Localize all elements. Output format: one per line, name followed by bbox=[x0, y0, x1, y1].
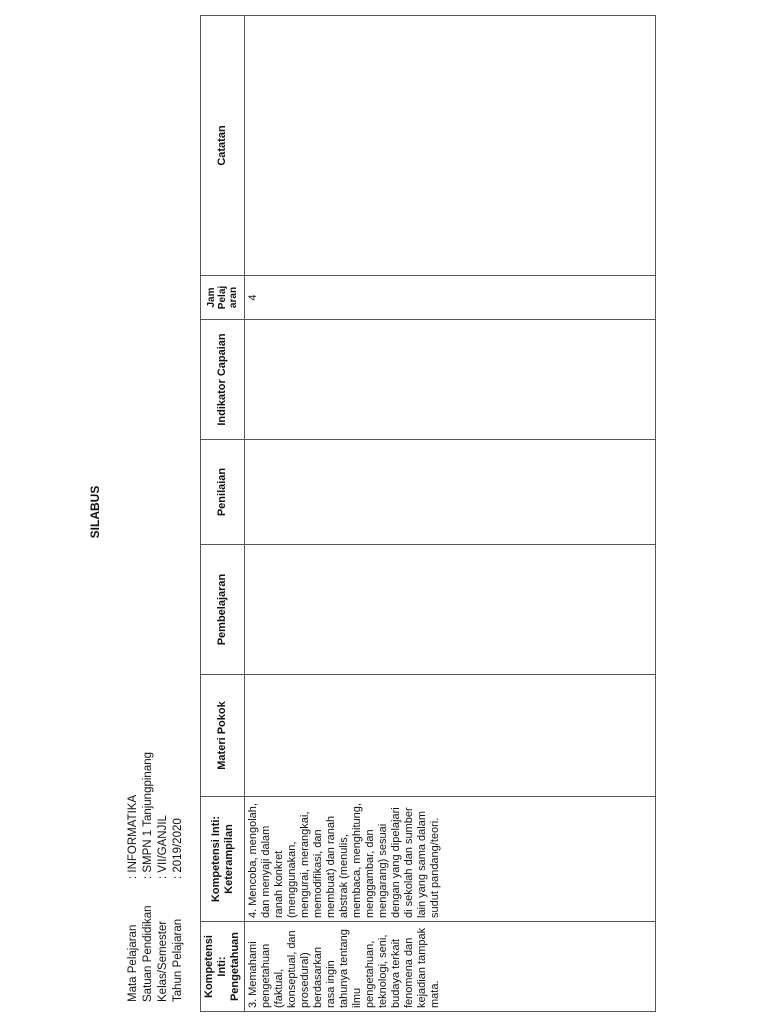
table-header-row bbox=[201, 16, 245, 1012]
meta-value: : SMPN 1 Tanjungpinang bbox=[142, 751, 154, 879]
cell-pembelajaran bbox=[245, 545, 656, 675]
header-catatan: Catatan bbox=[201, 16, 245, 276]
header-indikator-capaian: Indikator Capaian bbox=[201, 320, 245, 440]
header-ki-pengetahuan: Kompetensi Inti: Pengetahuan bbox=[201, 922, 245, 1012]
cell-indikator-capaian bbox=[245, 320, 656, 440]
meta-row-mata-pelajaran bbox=[126, 752, 141, 1002]
table-row bbox=[245, 16, 656, 1012]
header-ki-keterampilan: Kompetensi Inti: Keterampilan bbox=[201, 797, 245, 922]
meta-row-satuan-pendidikan bbox=[141, 752, 156, 1002]
meta-label: Kelas/Semester bbox=[157, 920, 169, 1002]
document-meta bbox=[126, 752, 186, 1002]
meta-label: Satuan Pendidikan bbox=[142, 905, 154, 1002]
header-pembelajaran: Pembelajaran bbox=[201, 545, 245, 675]
header-penilaian: Penilaian bbox=[201, 440, 245, 545]
header-jam-pelajaran: Jam Pelaj aran bbox=[201, 276, 245, 320]
silabus-table bbox=[200, 15, 656, 1012]
meta-label: Tahun Pelajaran bbox=[172, 918, 184, 1002]
header-materi-pokok: Materi Pokok bbox=[201, 675, 245, 797]
meta-row-tahun-pelajaran bbox=[171, 752, 186, 1002]
meta-label: Mata Pelajaran bbox=[127, 924, 139, 1002]
document-title: SILABUS bbox=[88, 485, 102, 539]
cell-penilaian bbox=[245, 440, 656, 545]
meta-value: : VII/GANJIL bbox=[157, 815, 169, 879]
meta-value: : 2019/2020 bbox=[172, 818, 184, 879]
meta-row-kelas-semester bbox=[156, 752, 171, 1002]
meta-value: : INFORMATIKA bbox=[127, 794, 139, 879]
cell-jam-pelajaran: 4 bbox=[245, 276, 656, 320]
cell-catatan bbox=[245, 16, 656, 276]
cell-ki-pengetahuan: 3. Memahami pengetahuan (faktual, konseptual, dan prosedural) berdasarkan rasa ingin tahunya tentang ilmu pengetahuan, teknologi, seni, budaya terkait fenomena dan kejadian tampak mata. bbox=[245, 922, 656, 1012]
cell-ki-keterampilan: 4. Mencoba, mengolah, dan menyaji dalam ranah konkret (menggunakan, mengurai, merangkai, memodifikasi, dan membuat) dan ranah abstrak (menulis, membaca, menghitung, menggambar, dan mengarang) sesuai dengan yang dipelajari di sekolah dan sumber lain yang sama dalam sudut pandang/teori. bbox=[245, 797, 656, 922]
cell-materi-pokok bbox=[245, 675, 656, 797]
